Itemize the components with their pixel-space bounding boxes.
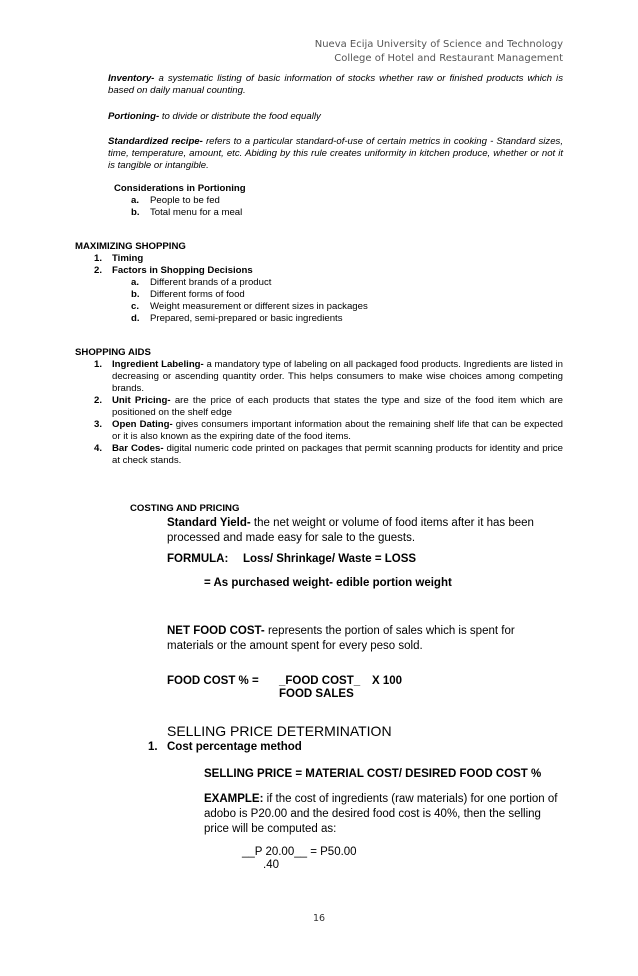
- list-marker: 1.: [94, 253, 103, 264]
- food-cost-denominator: FOOD SALES: [279, 688, 354, 700]
- shopping-aids-title: SHOPPING AIDS: [75, 347, 151, 358]
- list-item: [94, 395, 563, 419]
- page-number: 16: [312, 913, 326, 924]
- net-food-cost-term: NET FOOD COST-: [167, 625, 265, 637]
- net-food-cost-definition: [167, 624, 537, 654]
- list-item-text: People to be fed: [150, 195, 220, 206]
- food-cost-numerator: _FOOD COST_: [279, 675, 361, 687]
- aid-text: digital numeric code printed on packages that permit scanning products for identity and price at check stands.: [112, 443, 563, 466]
- selling-price-title: SELLING PRICE DETERMINATION: [167, 723, 392, 739]
- aid-term: Ingredient Labeling-: [112, 359, 204, 370]
- list-marker: 2.: [94, 395, 103, 406]
- aid-term: Bar Codes-: [112, 443, 164, 454]
- college-name: College of Hotel and Restaurant Management: [334, 53, 563, 64]
- method-text: Cost percentage method: [167, 741, 302, 753]
- list-marker: 2.: [94, 265, 103, 276]
- considerations-title: Considerations in Portioning: [114, 183, 246, 194]
- list-marker: c.: [131, 301, 140, 312]
- inventory-definition: [108, 73, 563, 97]
- list-item-text: Timing: [112, 253, 144, 264]
- standardized-recipe-term: Standardized recipe-: [108, 136, 203, 147]
- standardized-recipe-definition: [108, 136, 563, 172]
- list-marker: d.: [131, 313, 140, 324]
- aid-term: Open Dating-: [112, 419, 173, 430]
- list-item-text: Weight measurement or different sizes in packages: [150, 301, 368, 312]
- cost-percentage-method: [148, 740, 302, 755]
- inventory-text: a systematic listing of basic information of stocks whether raw or finished products which is based on daily manual counting.: [108, 73, 563, 96]
- list-item-text: Factors in Shopping Decisions: [112, 265, 253, 276]
- list-item: [94, 265, 253, 277]
- maximizing-list: [94, 253, 253, 277]
- list-item-text: Different brands of a product: [150, 277, 272, 288]
- standard-yield-definition: [167, 516, 547, 546]
- list-item: [94, 419, 563, 443]
- aid-text: are the price of each products that states the type and size of the food item which are positioned on the shelf edge: [112, 395, 563, 418]
- formula-label: FORMULA:: [167, 553, 229, 565]
- costing-title: COSTING AND PRICING: [130, 503, 240, 514]
- list-marker: a.: [131, 277, 140, 288]
- list-marker: b.: [131, 289, 140, 300]
- list-item: [94, 359, 563, 395]
- formula-line-2: = As purchased weight- edible portion weight: [204, 577, 452, 589]
- portioning-text: to divide or distribute the food equally: [159, 111, 321, 122]
- aid-text: a mandatory type of labeling on all packaged food products. Ingredients are listed in decreasing or ascending quantity order. This helps consumers to make wise choices among competing brands.: [112, 359, 563, 394]
- list-item: [131, 301, 368, 313]
- shopping-aids-list: [94, 359, 563, 467]
- portioning-definition: [108, 111, 563, 123]
- list-item-text: Total menu for a meal: [150, 207, 243, 218]
- food-cost-multiplier: X 100: [372, 675, 403, 687]
- considerations-list: [131, 195, 242, 219]
- list-item: [131, 195, 242, 207]
- aid-text: gives consumers important information about the remaining shelf life that can be expected or it is also known as the expiring date of the food items.: [112, 419, 563, 442]
- portioning-term: Portioning-: [108, 111, 160, 122]
- standard-yield-text: the net weight or volume of food items after it has been processed and made easy for sale to the guests.: [167, 517, 534, 544]
- list-marker: 3.: [94, 419, 103, 430]
- list-marker: b.: [131, 207, 140, 218]
- aid-term: Unit Pricing-: [112, 395, 171, 406]
- net-food-cost-text: represents the portion of sales which is spent for materials or the amount spent for every peso sold.: [167, 625, 515, 652]
- list-marker: 1.: [148, 741, 158, 753]
- list-item: [94, 253, 253, 265]
- list-marker: 1.: [94, 359, 103, 370]
- page-header: [315, 38, 563, 66]
- list-marker: a.: [131, 195, 140, 206]
- selling-price-formula: SELLING PRICE = MATERIAL COST/ DESIRED FOOD COST %: [204, 768, 542, 780]
- list-item: [131, 207, 242, 219]
- example-denominator: .40: [263, 859, 279, 871]
- example-paragraph: [204, 792, 560, 837]
- list-item: [131, 313, 368, 325]
- example-term: EXAMPLE:: [204, 793, 264, 805]
- shopping-factors-list: [131, 277, 368, 325]
- example-calculation: __P 20.00__ = P50.00: [242, 846, 357, 858]
- food-cost-percent-label: FOOD COST % =: [167, 675, 259, 687]
- list-item: [131, 289, 368, 301]
- list-item-text: Prepared, semi-prepared or basic ingredients: [150, 313, 343, 324]
- list-item: [94, 443, 563, 467]
- list-item-text: Different forms of food: [150, 289, 245, 300]
- university-name: Nueva Ecija University of Science and Technology: [314, 39, 563, 50]
- maximizing-shopping-title: MAXIMIZING SHOPPING: [75, 241, 186, 252]
- list-marker: 4.: [94, 443, 103, 454]
- loss-formula: [167, 552, 416, 567]
- example-text: if the cost of ingredients (raw materials) for one portion of adobo is P20.00 and the desired food cost is 40%, then the selling price will be computed as:: [204, 793, 558, 835]
- inventory-term: Inventory-: [108, 73, 155, 84]
- standard-yield-term: Standard Yield-: [167, 517, 251, 529]
- standardized-recipe-text: refers to a particular standard-of-use of certain metrics in cooking - Standard sizes, time, temperature, amount, etc. Abiding by this rule creates uniformity in kitchen produce, whether or not it is tangible or intangible.: [108, 136, 563, 171]
- list-item: [131, 277, 368, 289]
- formula-line-1: Loss/ Shrinkage/ Waste = LOSS: [243, 553, 417, 565]
